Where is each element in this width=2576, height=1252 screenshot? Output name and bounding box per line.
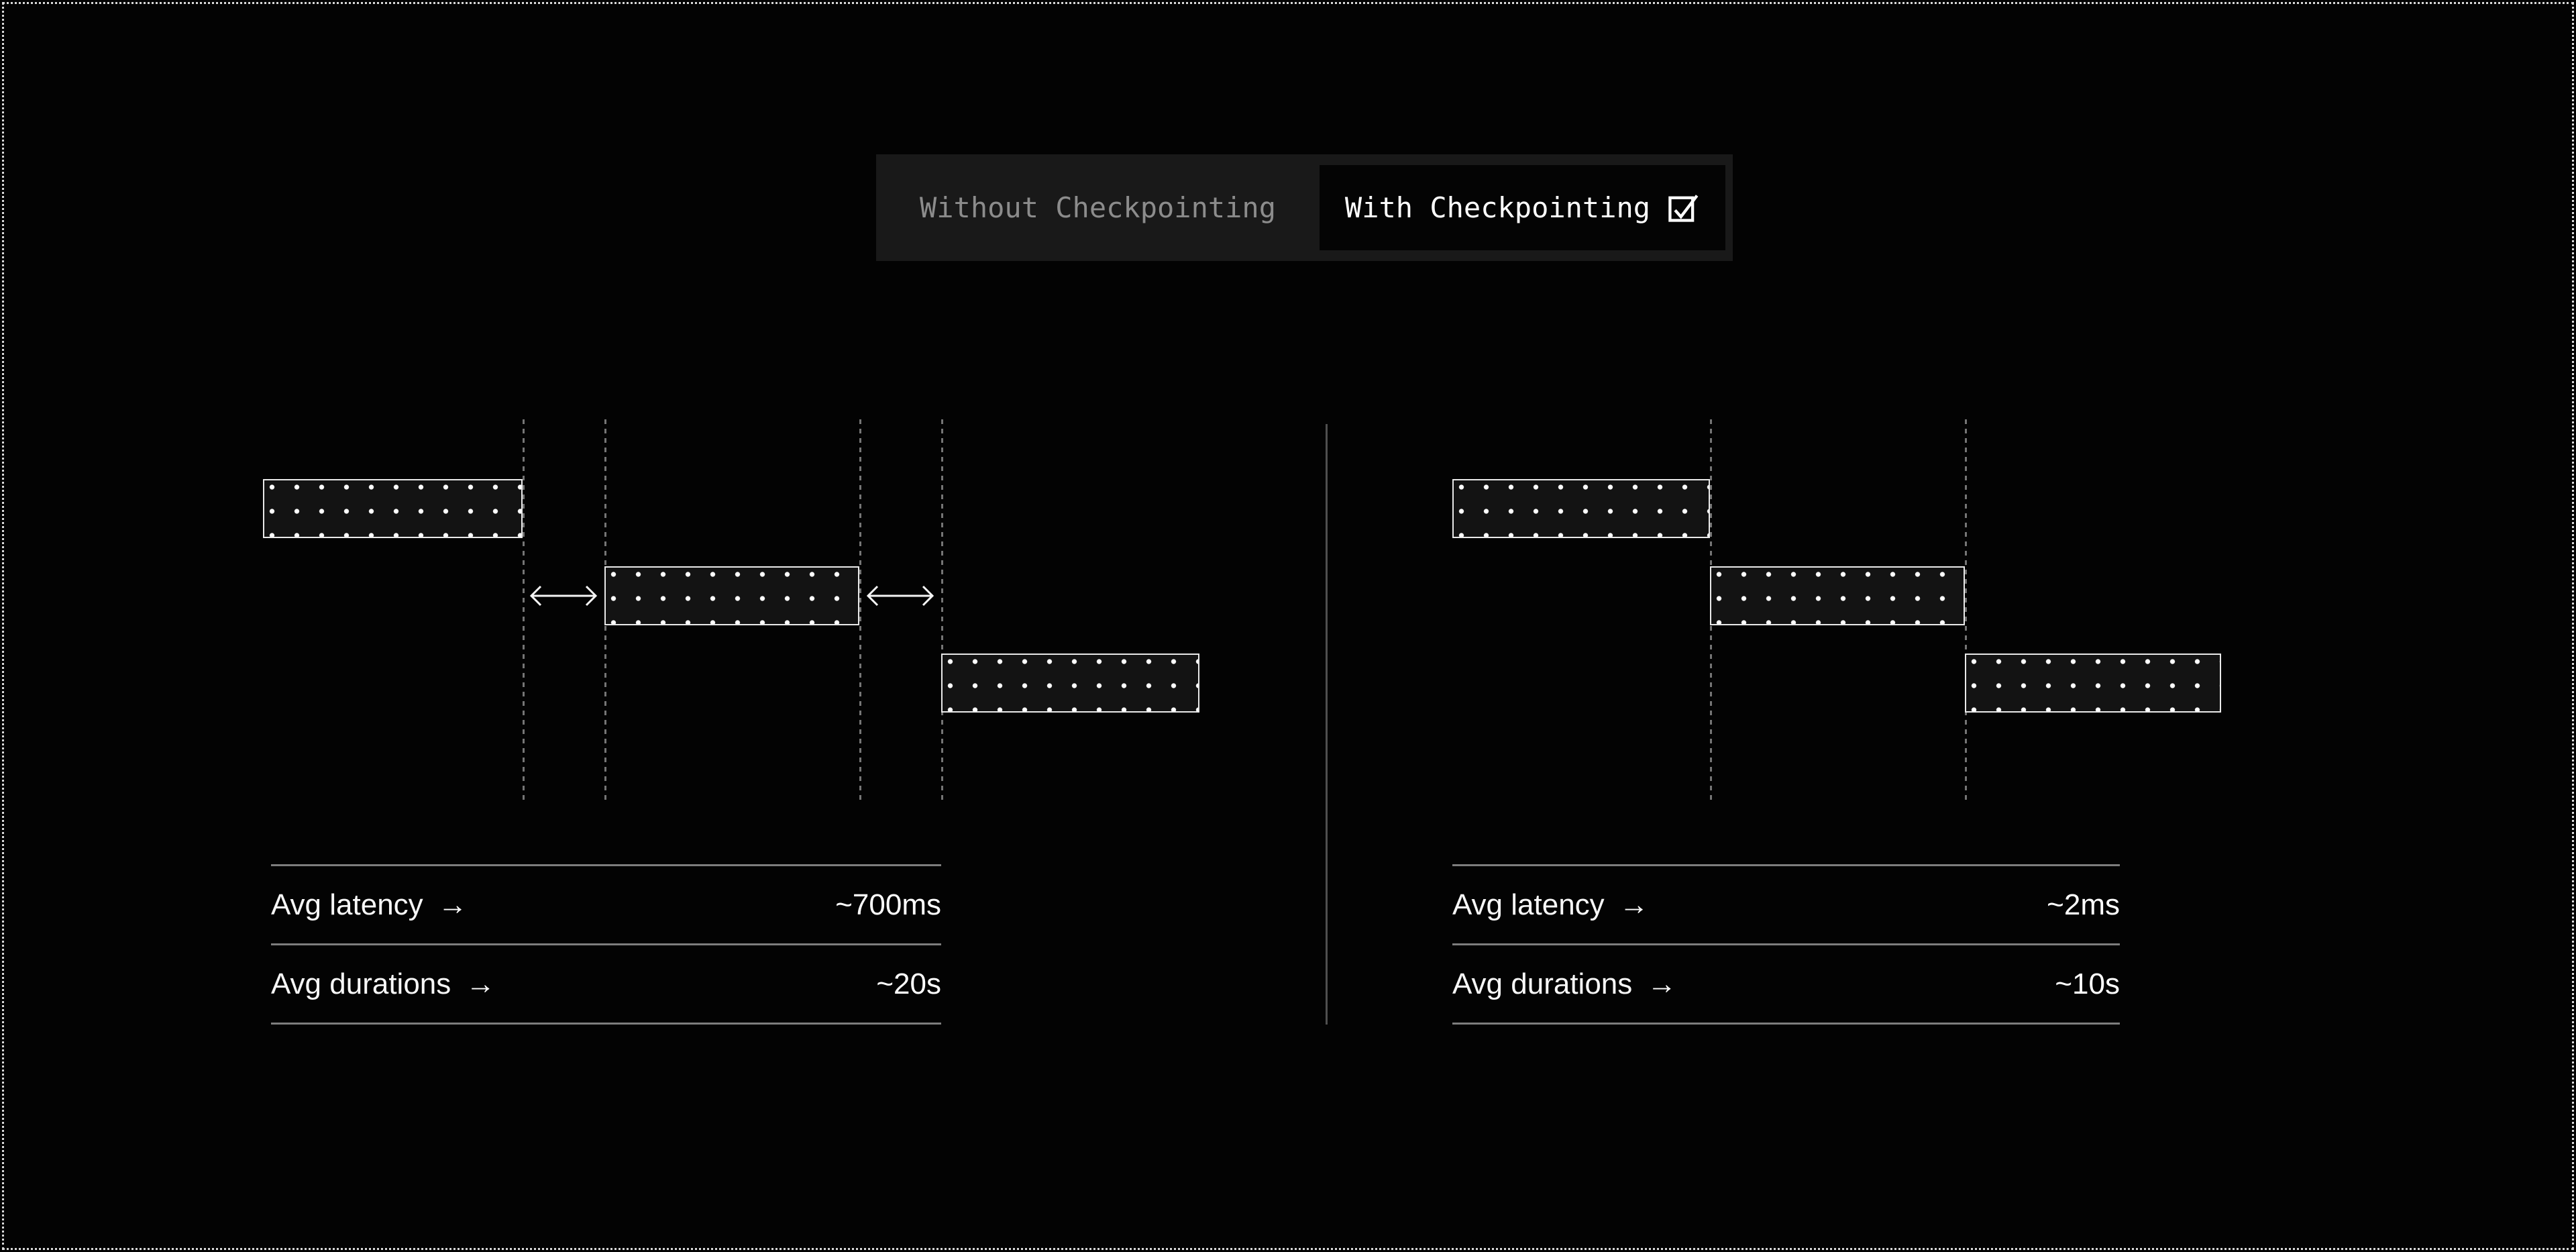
checkpointing-toggle — [876, 154, 1733, 261]
arrow-right-icon: → — [437, 888, 468, 921]
checkbox-checked-icon — [1666, 191, 1700, 225]
toggle-option-without-checkpointing[interactable] — [876, 154, 1320, 261]
task-bar — [1710, 566, 1965, 625]
metric-row — [271, 943, 941, 1023]
task-bar — [941, 654, 1199, 713]
task-bar — [604, 566, 859, 625]
toggle-option-without-label: Without Checkpointing — [919, 191, 1276, 224]
metric-value: ~10s — [2055, 967, 2120, 1000]
metric-value: ~2ms — [2047, 888, 2120, 921]
guide-line — [859, 419, 861, 800]
metrics-table — [1452, 864, 2120, 1025]
metric-row — [1452, 943, 2120, 1023]
double-headed-arrow-icon — [866, 581, 934, 611]
toggle-option-with-checkpointing[interactable] — [1320, 165, 1725, 250]
double-headed-arrow-icon — [529, 581, 598, 611]
metric-value: ~700ms — [835, 888, 941, 921]
guide-line — [1965, 419, 1967, 800]
metric-row — [271, 864, 941, 943]
panel-divider — [1326, 424, 1328, 1025]
metric-label: Avg latency — [1452, 888, 1605, 921]
metric-row — [1452, 864, 2120, 943]
task-bar — [263, 479, 523, 538]
arrow-right-icon: → — [466, 967, 496, 1000]
metrics-table — [271, 864, 941, 1025]
metric-label: Avg durations — [271, 967, 451, 1000]
arrow-right-icon: → — [1619, 888, 1649, 921]
arrow-right-icon: → — [1647, 967, 1677, 1000]
guide-line — [941, 419, 943, 800]
metric-value: ~20s — [876, 967, 941, 1000]
task-bar — [1965, 654, 2221, 713]
toggle-option-with-label: With Checkpointing — [1344, 191, 1651, 224]
metric-label: Avg latency — [271, 888, 423, 921]
task-bar — [1452, 479, 1710, 538]
metric-label: Avg durations — [1452, 967, 1633, 1000]
guide-line — [523, 419, 525, 800]
